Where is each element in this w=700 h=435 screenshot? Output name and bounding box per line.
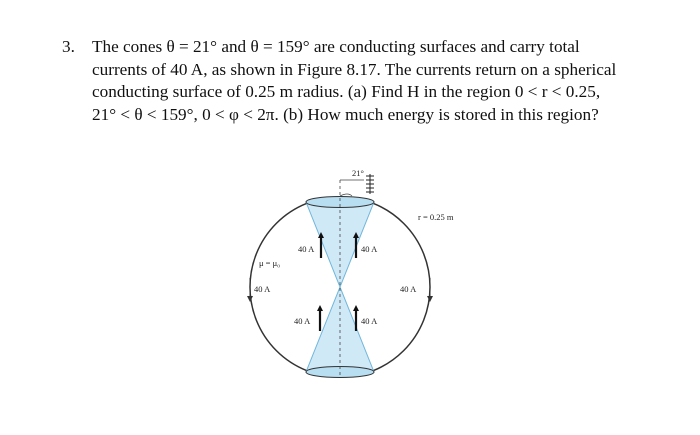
radius-label: r = 0.25 m [418, 212, 454, 222]
problem-line-1: The cones θ = 21° and θ = 159° are conducting surfaces and carry total [92, 37, 580, 56]
current-label-top-left: 40 A [298, 244, 315, 254]
problem-line-2: currents of 40 A, as shown in Figure 8.17. The currents return on a spherical [92, 59, 617, 79]
current-bottom-left [294, 305, 323, 331]
angle-arc [340, 194, 352, 196]
current-label-sphere-left: 40 A [254, 284, 271, 294]
lower-cone [306, 287, 374, 372]
current-label-bottom-right: 40 A [361, 316, 378, 326]
problem-line-4: 21° < θ < 159°, 0 < φ < 2π. (b) How much energy is stored in this region? [92, 104, 599, 124]
current-label-bottom-left: 40 A [294, 316, 311, 326]
angle-label: 21° [352, 168, 364, 178]
current-label-sphere-right: 40 A [400, 284, 417, 294]
problem-line-3: conducting surface of 0.25 m radius. (a) Find H in the region 0 < r < 0.25, [92, 82, 601, 101]
problem-number: 3. [62, 37, 75, 56]
current-sphere-right [400, 278, 433, 302]
current-top-left [298, 232, 324, 258]
ladder-marker [366, 174, 374, 194]
current-bottom-right [353, 305, 378, 331]
current-label-top-right: 40 A [361, 244, 378, 254]
mu-label: μ = μ₀ [259, 258, 281, 268]
current-top-right [353, 232, 378, 258]
